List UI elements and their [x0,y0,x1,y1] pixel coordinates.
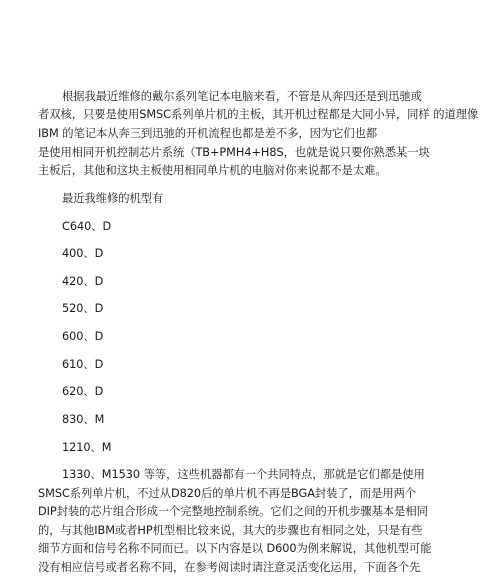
paragraph-line: IBM 的笔记本从奔三到迅驰的开机流程也都是差不多，因为它们也都 [38,127,378,140]
model-item: 520、D [62,302,104,315]
paragraph-line: 细节方面和信号名称不同而已。以下内容是以 D600为例来解说，其他机型可能 [38,542,432,555]
models-heading: 最近我维修的机型有 [62,192,164,205]
model-item: 600、D [62,330,104,343]
paragraph-line: DIP封装的芯片组合形成一个完整地控制系统。它们之间的开机步骤基本是相同 [38,505,428,518]
model-item: 610、D [62,358,104,371]
paragraph-line: 没有相应信号或者名称不同，在参考阅读时请注意灵活变化运用，下面各个先 [38,561,421,574]
paragraph-line: SMSC系列单片机，不过从D820后的单片机不再是BGA封装了，而是用两个 [38,487,417,500]
model-item: C640、D [62,220,112,233]
paragraph-line: 根据我最近维修的戴尔系列笔记本电脑来看，不管是从奔四还是到迅驰或 [62,90,422,103]
paragraph-line: 者双核，只要是使用SMSC系列单片机的主板，其开机过程都是大同小异，同样 的道理像 [38,108,479,121]
model-item: 620、D [62,385,104,398]
paragraph-line: 主板后，其他和这块主板使用相同单片机的电脑对你来说都不是太难。 [38,164,387,177]
model-item: 400、D [62,247,104,260]
model-item: 420、D [62,275,104,288]
paragraph-line: 是使用相同开机控制芯片系统（TB+PMH4+H8S，也就是说只要你熟悉某一块 [38,146,430,159]
paragraph-line: 的，与其他IBM或者HP机型相比较来说，其大的步骤也有相同之处，只是有些 [38,524,423,537]
model-item: 1210、M [62,441,112,454]
model-item: 830、M [62,413,105,426]
paragraph-line: 1330、M1530 等等，这些机器都有一个共同特点，那就是它们都是使用 [62,468,425,481]
